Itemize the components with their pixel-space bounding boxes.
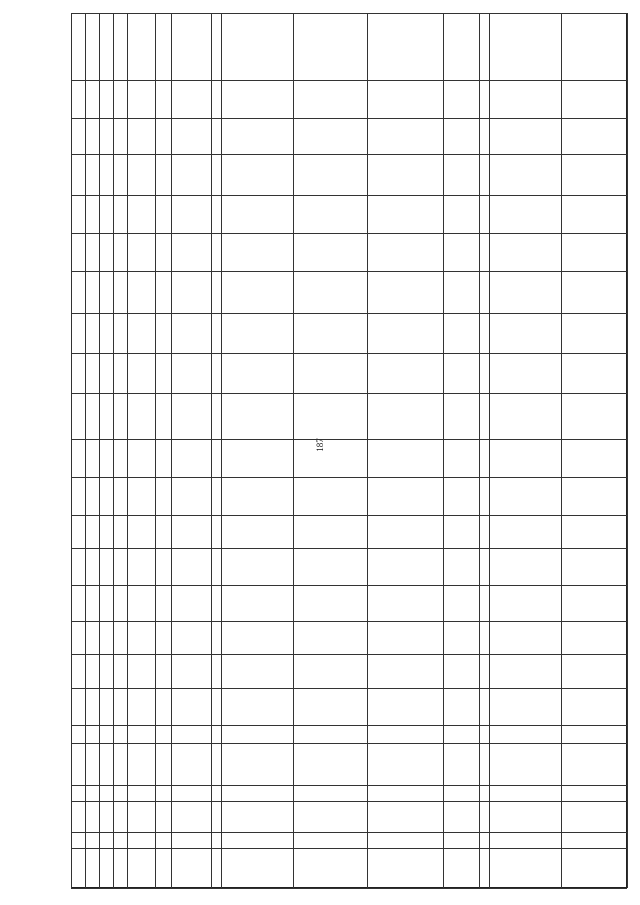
page-number: 187: [315, 438, 325, 452]
column-separator: [71, 515, 627, 516]
column-separator: [71, 477, 627, 478]
row-separator: [85, 13, 86, 888]
row-separator: [113, 13, 114, 888]
column-separator: [71, 154, 627, 155]
column-separator: [71, 80, 627, 81]
row-separator: [71, 13, 72, 888]
column-separator: [71, 271, 627, 272]
row-separator: [221, 13, 222, 888]
row-separator: [561, 13, 562, 888]
row-separator: [155, 13, 156, 888]
column-separator: [71, 801, 627, 802]
row-separator: [627, 13, 628, 888]
row-separator: [479, 13, 480, 888]
column-separator: [71, 393, 627, 394]
column-separator: [71, 654, 627, 655]
column-separator: [71, 439, 627, 440]
row-separator: [99, 13, 100, 888]
column-separator: [71, 548, 627, 549]
column-separator: [71, 585, 627, 586]
column-separator: [71, 621, 627, 622]
column-separator: [71, 785, 627, 786]
row-separator: [443, 13, 444, 888]
column-separator: [71, 13, 627, 14]
row-separator: [367, 13, 368, 888]
column-separator: [71, 353, 627, 354]
column-separator: [71, 832, 627, 833]
row-separator: [293, 13, 294, 888]
column-separator: [71, 688, 627, 689]
column-separator: [71, 888, 627, 889]
row-separator: [489, 13, 490, 888]
row-separator: [171, 13, 172, 888]
row-separator: [211, 13, 212, 888]
column-separator: [71, 743, 627, 744]
column-separator: [71, 725, 627, 726]
rotated-table: [71, 13, 627, 888]
column-separator: [71, 118, 627, 119]
row-separator: [127, 13, 128, 888]
column-separator: [71, 195, 627, 196]
column-separator: [71, 848, 627, 849]
column-separator: [71, 233, 627, 234]
column-separator: [71, 313, 627, 314]
